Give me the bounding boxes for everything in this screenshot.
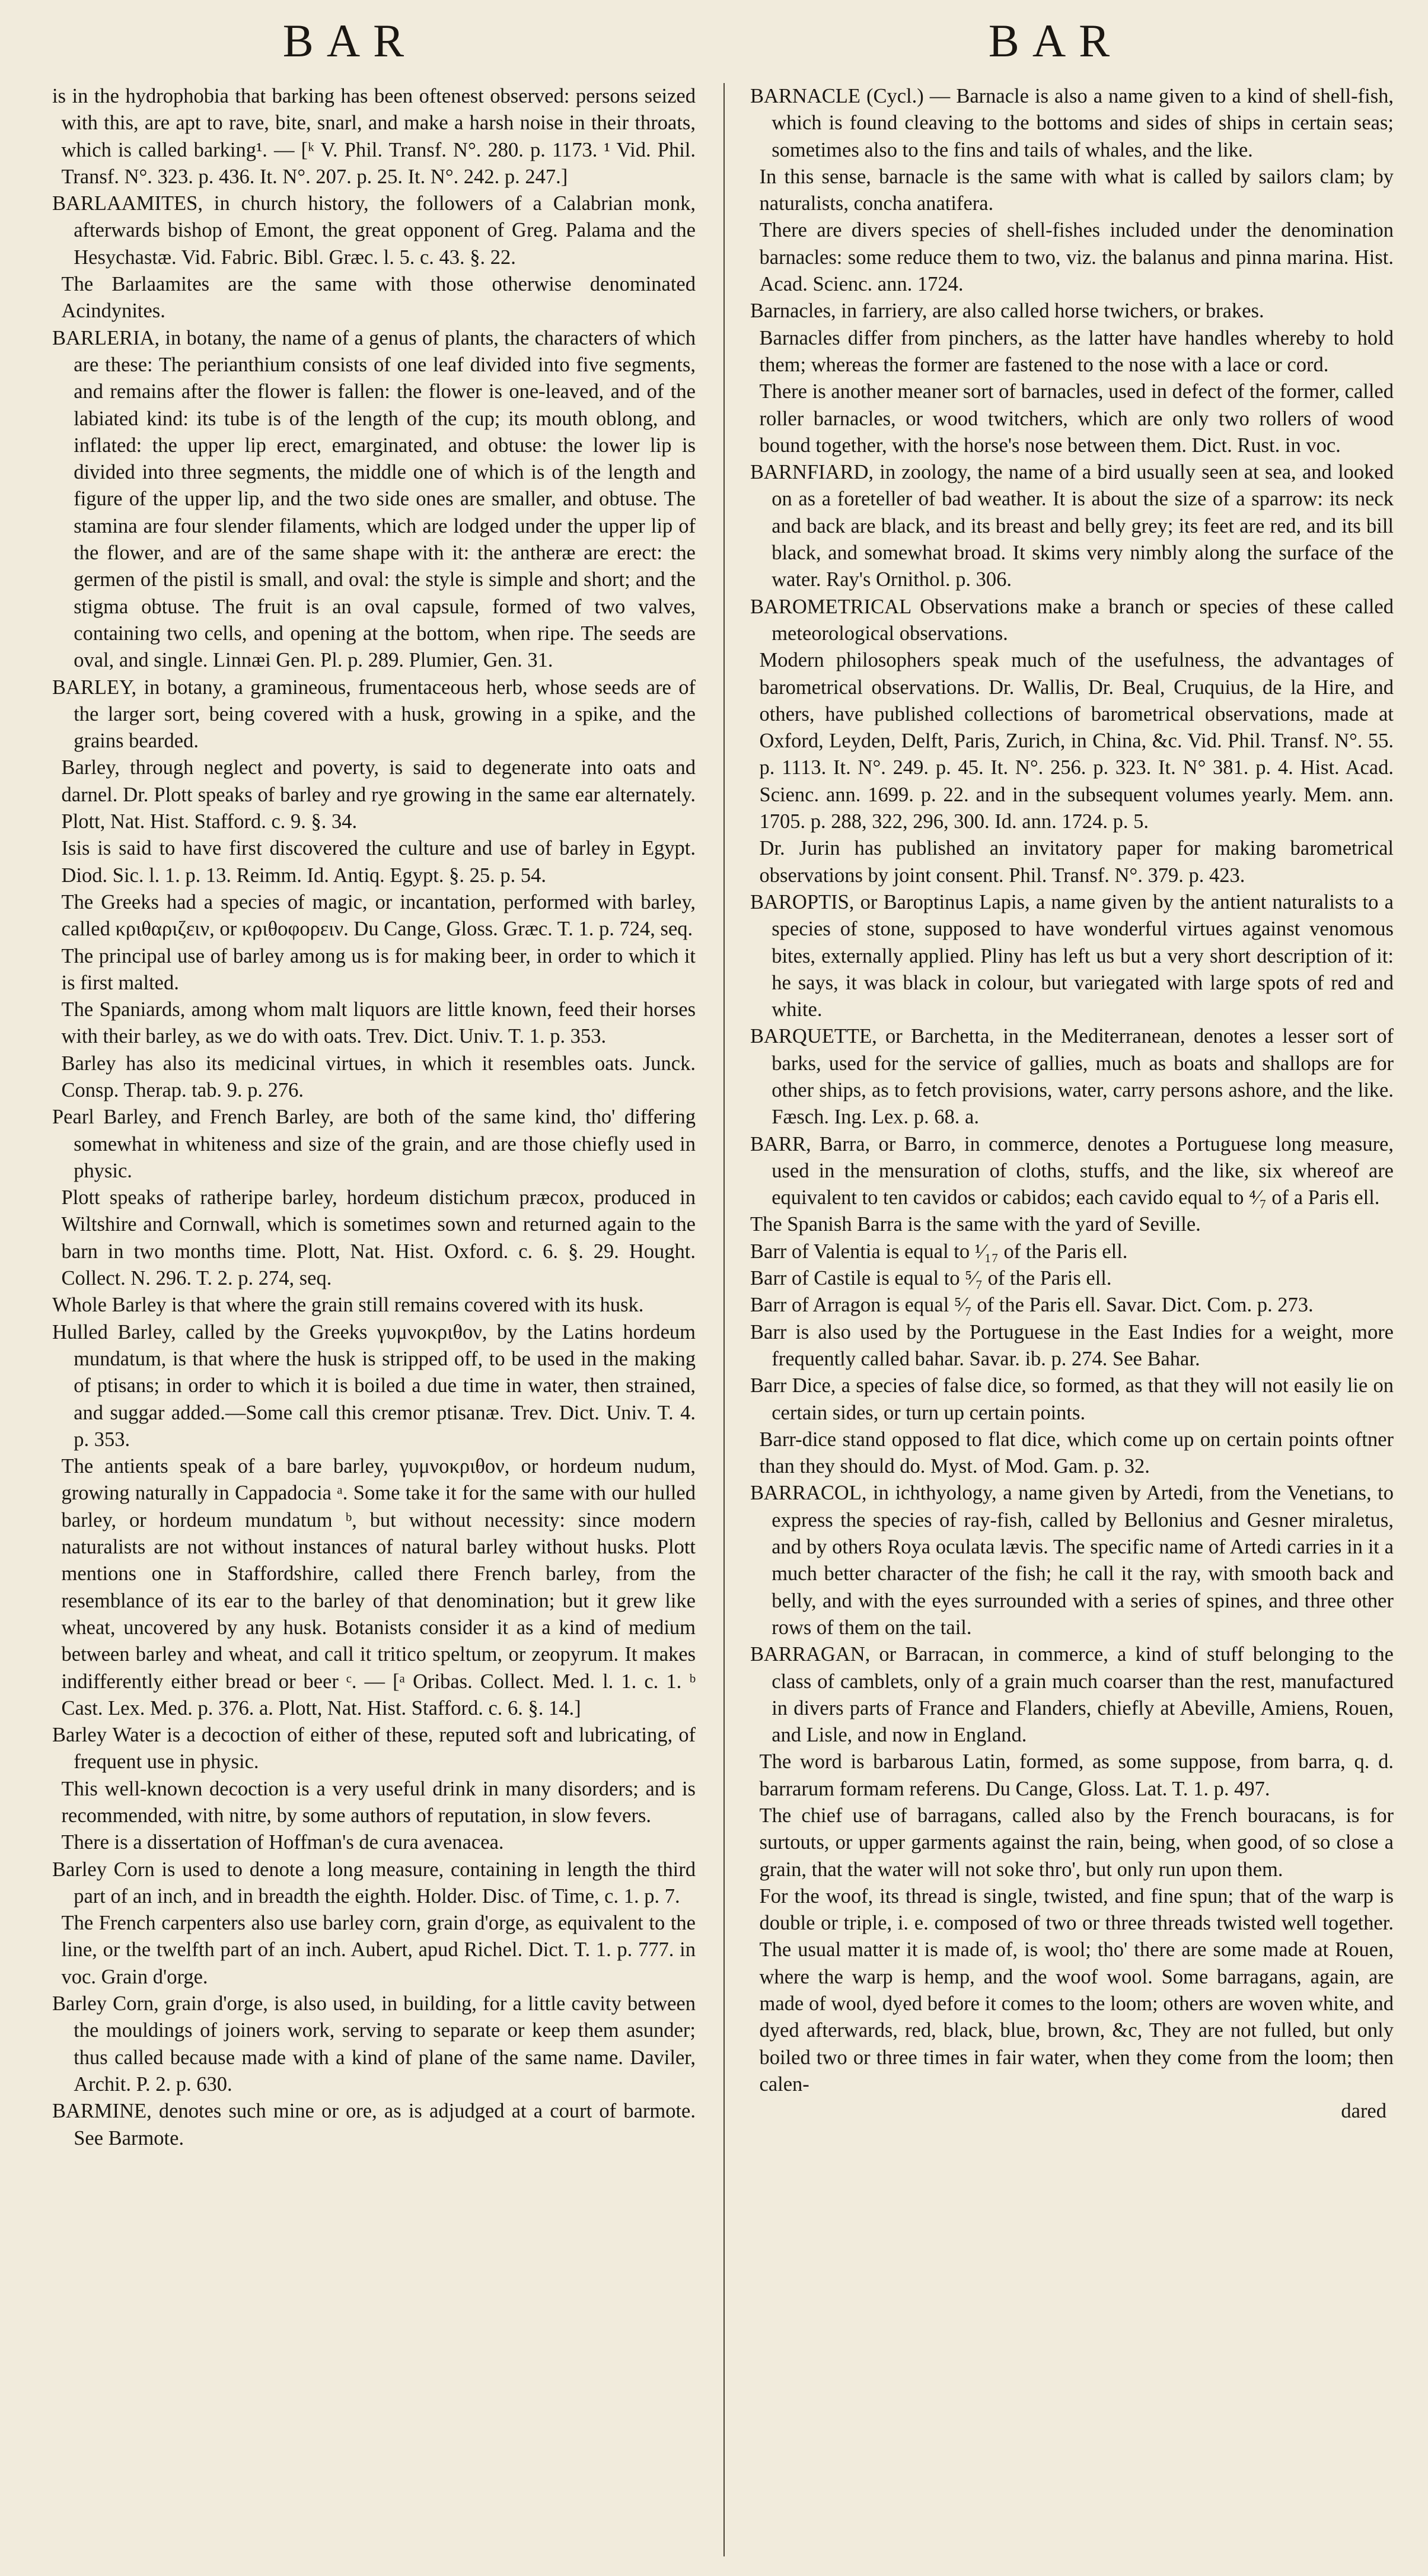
right-column-paragraph: Barnacles differ from pinchers, as the latter have handles whereby to hold them; whereas the former are fastened to the nose with a lace or cord. xyxy=(759,326,1394,376)
right-column-paragraph: Barr of Valentia is equal to ¹⁄₁₇ of the Paris ell. xyxy=(750,1240,1128,1263)
left-column-paragraph: The Spaniards, among whom malt liquors are little known, feed their horses with their barley, as we do with oats. Trev. Dict. Univ. T. 1. p. 353. xyxy=(61,998,696,1048)
left-column-paragraph: Plott speaks of ratheripe barley, hordeum distichum præcox, produced in Wiltshire and Cornwall, which is sometimes sown and returned again to the barn in two months time. Plott, Nat. Hist. Oxford. c. 6. §. 29. Hought. Collect. N. 296. T. 2. p. 274, seq. xyxy=(61,1186,696,1290)
right-column-paragraph: There are divers species of shell-fishes included under the denomination barnacles: some reduce them to two, viz. the balanus and pinna marina. Hist. Acad. Scienc. ann. 1724. xyxy=(759,219,1394,296)
left-column-paragraph: is in the hydrophobia that barking has been oftenest observed: persons seized with this, are apt to rave, bite, snarl, and make a harsh noise in their throats, which is called barking¹. — [ᵏ V. Phil. Transf. N°. 280. p. 1173. ¹ Vid. Phil. Transf. N°. 323. p. 436. It. N°. 207. p. 25. It. N°. 242. p. 247.] xyxy=(52,85,696,188)
left-column-paragraph: The principal use of barley among us is for making beer, in order to which it is first malted. xyxy=(61,944,696,994)
left-column-paragraph: BARLAAMITES, in church history, the followers of a Calabrian monk, afterwards bishop of Emont, the great opponent of Greg. Palama and the Hesychastæ. Vid. Fabric. Bibl. Græc. l. 5. c. 43. §. 22. xyxy=(52,192,696,269)
right-column-paragraph: BARRAGAN, or Barracan, in commerce, a kind of stuff belonging to the class of camblets, only of a grain much coarser than the rest, manufactured in divers parts of France and Flanders, chiefly at Abeville, Amiens, Rouen, and Lisle, and now in England. xyxy=(750,1643,1394,1747)
left-column-paragraph: Whole Barley is that where the grain still remains covered with its husk. xyxy=(52,1294,644,1317)
left-column-paragraph: Barley Corn, grain d'orge, is also used, in building, for a little cavity between the mouldings of joiners work, serving to separate or keep them asunder; thus called because made with a kind of plane of the same name. Daviler, Archit. P. 2. p. 630. xyxy=(52,1992,696,2096)
right-column-paragraph: There is another meaner sort of barnacles, used in defect of the former, called roller barnacles, or wood twitchers, which are only two rollers of wood bound together, with the horse's nose between them. Dict. Rust. in voc. xyxy=(759,380,1394,457)
right-column-paragraph: In this sense, barnacle is the same with what is called by sailors clam; by naturalists, concha anatifera. xyxy=(759,165,1394,215)
left-column-paragraph: The antients speak of a bare barley, γυμνοκριθον, or hordeum nudum, growing naturally in Cappadocia ᵃ. Some take it for the same with our hulled barley, or hordeum mundatum ᵇ, but without necessity: since modern naturalists are not without instances of natural barley without husks. Plott mentions one in Staffordshire, called there French barley, from the resemblance of its ear to the barley of that denomination; but it grew like wheat, uncovered by any husk. Botanists consider it as a kind of medium between barley and wheat, and call it tritico speltum, or zeopyrum. It makes indifferently either bread or beer ᶜ. — [ᵃ Oribas. Collect. Med. l. 1. c. 1. ᵇ Cast. Lex. Med. p. 376. a. Plott, Nat. Hist. Stafford. c. 6. §. 14.] xyxy=(61,1455,696,1720)
left-column-paragraph: Isis is said to have first discovered the culture and use of barley in Egypt. Diod. Sic. l. 1. p. 13. Reimm. Id. Antiq. Egypt. §. 25. p. 54. xyxy=(61,837,696,887)
right-column-paragraph: For the woof, its thread is single, twisted, and fine spun; that of the warp is double or triple, i. e. composed of two or three threads twisted well together. The usual matter it is made of, is wool; tho' there are some made at Rouen, where the warp is hemp, and the woof wool. Some barragans, again, are made of wool, dyed before it comes to the loom; others are woven white, and dyed afterwards, red, black, blue, brown, &c, They are not fulled, but only boiled two or three times in fair water, when they come from the loom; then calen- xyxy=(759,1884,1394,2096)
left-column-paragraph: The Greeks had a species of magic, or incantation, performed with barley, called κριθαριζειν, or κριθοφορειν. Du Cange, Gloss. Græc. T. 1. p. 724, seq. xyxy=(61,890,696,941)
right-column-paragraph: Barr-dice stand opposed to flat dice, which come up on certain points oftner than they should do. Myst. of Mod. Gam. p. 32. xyxy=(759,1428,1394,1478)
right-column-paragraph: Barr of Castile is equal to ⁵⁄₇ of the Paris ell. xyxy=(750,1267,1112,1290)
left-column-paragraph: Barley Water is a decoction of either of these, reputed soft and lubricating, of frequent use in physic. xyxy=(52,1724,696,1773)
right-column-paragraph: The Spanish Barra is the same with the yard of Seville. xyxy=(750,1213,1201,1236)
right-column-paragraph: Barr Dice, a species of false dice, so formed, as that they will not easily lie on certain sides, or turn up certain points. xyxy=(750,1374,1394,1424)
left-column-paragraph: Pearl Barley, and French Barley, are both of the same kind, tho' differing somewhat in whiteness and size of the grain, and are those chiefly used in physic. xyxy=(52,1106,696,1182)
right-column-paragraph: BARQUETTE, or Barchetta, in the Mediterranean, denotes a lesser sort of barks, used for the service of gallies, much as boats and shallops are for other ships, as to fetch provisions, water, carry persons ashore, and the like. Fæsch. Ing. Lex. p. 68. a. xyxy=(750,1025,1394,1129)
right-column-paragraph: The chief use of barragans, called also by the French bouracans, is for surtouts, or upper garments against the rain, being, when good, of so close a grain, that the water will not soke thro', but only run upon them. xyxy=(759,1804,1394,1881)
right-column-paragraph: BARR, Barra, or Barro, in commerce, denotes a Portuguese long measure, used in the mensuration of cloths, stuffs, and the like, six whereof are equivalent to ten cavidos or cabidos; each cavido equal to ⁴⁄₇ of a Paris ell. xyxy=(750,1132,1394,1209)
left-column-paragraph: Hulled Barley, called by the Greeks γυμνοκριθον, by the Latins hordeum mundatum, is that where the husk is stripped off, to be used in the making of ptisans; in order to which it is boiled a due time in water, then strained, and suggar added.—Some call this cremor ptisanæ. Trev. Dict. Univ. T. 4. p. 353. xyxy=(52,1320,696,1451)
right-column-paragraph: BARRACOL, in ichthyology, a name given by Artedi, from the Venetians, to express the species of ray-fish, called by Bellonius and Gesner miraletus, and by others Roya oculata lævis. The specific name of Artedi carries in it a much better character of the fish; he call it the ray, with smooth back and belly, and with the eyes surrounded with a series of spines, and three other rows of them on the tail. xyxy=(750,1482,1394,1639)
left-column xyxy=(52,83,696,2562)
left-column-paragraph: Barley Corn is used to denote a long measure, containing in length the third part of an inch, and in breadth the eighth. Holder. Disc. of Time, c. 1. p. 7. xyxy=(52,1858,696,1908)
right-column-paragraph: The word is barbarous Latin, formed, as some suppose, from barra, q. d. barrarum formam referens. Du Cange, Gloss. Lat. T. 1. p. 497. xyxy=(759,1750,1394,1800)
left-column-paragraph: BARMINE, denotes such mine or ore, as is adjudged at a court of barmote. See Barmote. xyxy=(52,2100,696,2150)
left-column-paragraph: The Barlaamites are the same with those otherwise denominated Acindynites. xyxy=(61,273,696,323)
right-column-paragraph: Barr is also used by the Portuguese in the East Indies for a weight, more frequently called bahar. Savar. ib. p. 274. See Bahar. xyxy=(750,1320,1394,1370)
left-column-paragraph: BARLERIA, in botany, the name of a genus of plants, the characters of which are these: The perianthium consists of one leaf divided into five segments, and remains after the flower is fallen: the flower is one-leaved, and of the labiated kind: its tube is of the length of the cup; its mouth oblong, and inflated: the upper lip erect, emarginated, and obtuse: the lower lip is divided into three segments, the middle one of which is of the length and figure of the upper lip, and the two side ones are smaller, and obtuse. The stamina are four slender filaments, which are lodged under the upper lip of the flower, and are of the same shape with it: the antheræ are erect: the germen of the pistil is small, and oval: the style is simple and short; and the stigma obtuse. The fruit is an oval capsule, formed of two valves, containing two cells, and opening at the bottom, when ripe. The seeds are oval, and single. Linnæi Gen. Pl. p. 289. Plumier, Gen. 31. xyxy=(52,326,696,672)
running-head-right: BAR xyxy=(988,15,1123,66)
right-column-paragraph: Modern philosophers speak much of the usefulness, the advantages of barometrical observations. Dr. Wallis, Dr. Beal, Cruquius, de la Hire, and others, have published collections of barometrical observations, made at Oxford, Leyden, Delft, Paris, Zurich, in China, &c. Vid. Phil. Transf. N°. 55. p. 1113. It. N°. 249. p. 45. It. N°. 256. p. 323. It. N° 381. p. 4. Hist. Acad. Scienc. ann. 1699. p. 22. and in the subsequent volumes yearly. Mem. ann. 1705. p. 288, 322, 296, 300. Id. ann. 1724. p. 5. xyxy=(759,649,1394,833)
right-column xyxy=(750,83,1394,2562)
left-column-paragraph: The French carpenters also use barley corn, grain d'orge, as equivalent to the line, or the twelfth part of an inch. Aubert, apud Richel. Dict. T. 1. p. 777. in voc. Grain d'orge. xyxy=(61,1912,696,1988)
right-column-paragraph: Barr of Arragon is equal ⁵⁄₇ of the Paris ell. Savar. Dict. Com. p. 273. xyxy=(750,1294,1314,1317)
left-column-paragraph: Barley, through neglect and poverty, is said to degenerate into oats and darnel. Dr. Plott speaks of barley and rye growing in the same ear alternately. Plott, Nat. Hist. Stafford. c. 9. §. 34. xyxy=(61,756,696,833)
running-head-left: BAR xyxy=(282,15,417,66)
right-column-paragraph: Barnacles, in farriery, are also called horse twichers, or brakes. xyxy=(750,300,1264,323)
left-column-paragraph: Barley has also its medicinal virtues, in which it resembles oats. Junck. Consp. Therap. tab. 9. p. 276. xyxy=(61,1052,696,1101)
right-column-paragraph: BARNFIARD, in zoology, the name of a bird usually seen at sea, and looked on as a foreteller of bad weather. It is about the size of a sparrow: its neck and back are black, and its breast and belly grey; its feet are red, and its bill black, and somewhat broad. It skims very nimbly along the surface of the water. Ray's Ornithol. p. 306. xyxy=(750,461,1394,591)
column-divider xyxy=(723,83,725,2556)
left-column-paragraph: BARLEY, in botany, a gramineous, frumentaceous herb, whose seeds are of the larger sort, being covered with a husk, growing in a spike, and the grains bearded. xyxy=(52,676,696,753)
right-column-paragraph: BAROMETRICAL Observations make a branch or species of these called meteorological observations. xyxy=(750,595,1394,645)
right-column-paragraph: dared xyxy=(1341,2100,1386,2123)
right-column-paragraph: BAROPTIS, or Baroptinus Lapis, a name given by the antient naturalists to a species of stone, supposed to have wonderful virtues against venomous bites, externally applied. Pliny has left us but a very short description of it: he says, it was black in colour, but variegated with large spots of red and white. xyxy=(750,890,1394,1021)
right-column-paragraph: BARNACLE (Cycl.) — Barnacle is also a name given to a kind of shell-fish, which is found cleaving to the bottoms and sides of ships in certain seas; sometimes also to the fins and tails of whales, and the like. xyxy=(750,85,1394,161)
left-column-paragraph: This well-known decoction is a very useful drink in many disorders; and is recommended, with nitre, by some authors of reputation, in slow fevers. xyxy=(61,1777,696,1827)
right-column-paragraph: Dr. Jurin has published an invitatory paper for making barometrical observations by joint consent. Phil. Transf. N°. 379. p. 423. xyxy=(759,837,1394,887)
left-column-paragraph: There is a dissertation of Hoffman's de cura avenacea. xyxy=(61,1831,504,1854)
